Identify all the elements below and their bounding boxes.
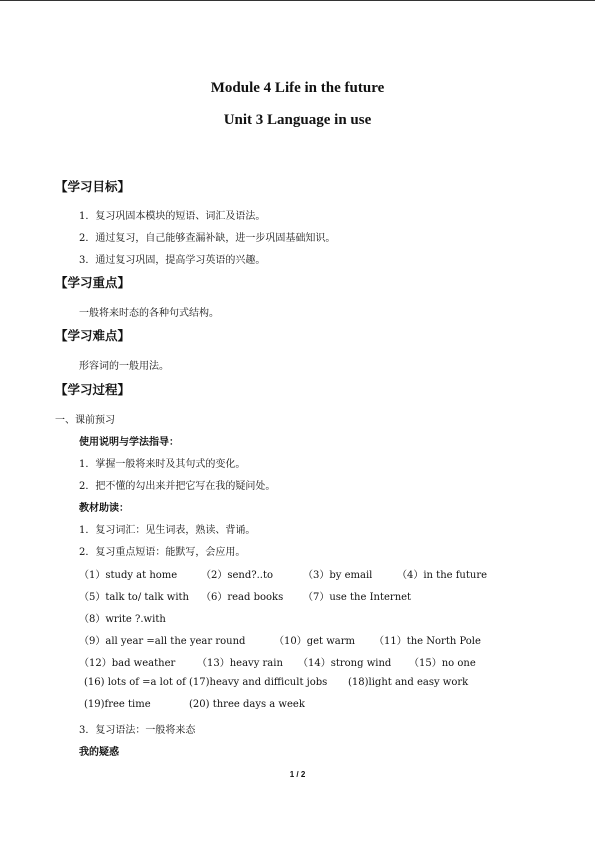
- phrase-row: [0, 677, 595, 691]
- phrase-item: （13）heavy rain: [197, 658, 283, 669]
- process-heading: 【学习过程】: [55, 382, 131, 397]
- key-points-text: 一般将来时态的各种句式结构。: [79, 308, 219, 319]
- instructions-heading: 使用说明与学法指导：: [79, 437, 179, 448]
- phrase-row: [0, 654, 595, 668]
- top-border: [0, 0, 595, 1]
- phrase-item: (18)light and easy work: [348, 677, 469, 688]
- phrase-row: [0, 699, 595, 713]
- phrase-item: (19)free time: [84, 699, 151, 710]
- objective-item: 2．通过复习，自己能够查漏补缺，进一步巩固基础知识。: [79, 233, 336, 244]
- step-item: 1．复习词汇：见生词表，熟读、背诵。: [79, 525, 256, 536]
- phrase-item: （8）write ?.with: [79, 614, 166, 625]
- objective-item: 1．复习巩固本模块的短语、词汇及语法。: [79, 211, 266, 222]
- phrase-item: (20) three days a week: [189, 699, 305, 710]
- phrase-row: [0, 610, 595, 624]
- instruction-item: 1．掌握一般将来时及其句式的变化。: [79, 459, 246, 470]
- questions-heading: 我的疑惑: [79, 747, 119, 758]
- phrase-item: （4）in the future: [397, 570, 488, 581]
- phrase-item: （10）get warm: [274, 636, 356, 647]
- grammar-step: 3．复习语法：一般将来态: [79, 725, 196, 736]
- step-item: 2．复习重点短语：能默写，会应用。: [79, 547, 246, 558]
- page-subtitle: Unit 3 Language in use: [223, 112, 372, 128]
- difficulties-text: 形容词的一般用法。: [79, 361, 169, 372]
- phrase-item: （5）talk to/ talk with: [79, 592, 189, 603]
- phrase-row: [0, 588, 595, 602]
- key-points-heading: 【学习重点】: [55, 275, 131, 290]
- phrase-item: （9）all year =all the year round: [79, 636, 246, 647]
- phrase-item: （12）bad weather: [79, 658, 176, 669]
- objectives-heading: 【学习目标】: [55, 179, 131, 194]
- phrase-item: (16) lots of =a lot of: [84, 677, 186, 688]
- phrase-row: [0, 632, 595, 646]
- textbook-heading: 教材助读：: [79, 503, 129, 514]
- phrase-item: （15）no one: [409, 658, 476, 669]
- phrase-item: （7）use the Internet: [303, 592, 412, 603]
- instruction-item: 2．把不懂的勾出来并把它写在我的疑问处。: [79, 481, 276, 492]
- difficulties-heading: 【学习难点】: [55, 328, 131, 343]
- phrase-item: （1）study at home: [79, 570, 178, 581]
- page-title: Module 4 Life in the future: [210, 80, 385, 96]
- phrase-row: [0, 566, 595, 580]
- page-number: 1 / 2: [289, 770, 306, 779]
- phrase-item: （11）the North Pole: [374, 636, 481, 647]
- phrase-item: (17)heavy and difficult jobs: [189, 677, 328, 688]
- phrase-item: （6）read books: [201, 592, 284, 603]
- objective-item: 3．通过复习巩固，提高学习英语的兴趣。: [79, 255, 266, 266]
- phrase-item: （14）strong wind: [298, 658, 392, 669]
- phrase-item: （2）send?..to: [201, 570, 274, 581]
- preview-label: 一、课前预习: [55, 415, 115, 426]
- phrase-item: （3）by email: [303, 570, 373, 581]
